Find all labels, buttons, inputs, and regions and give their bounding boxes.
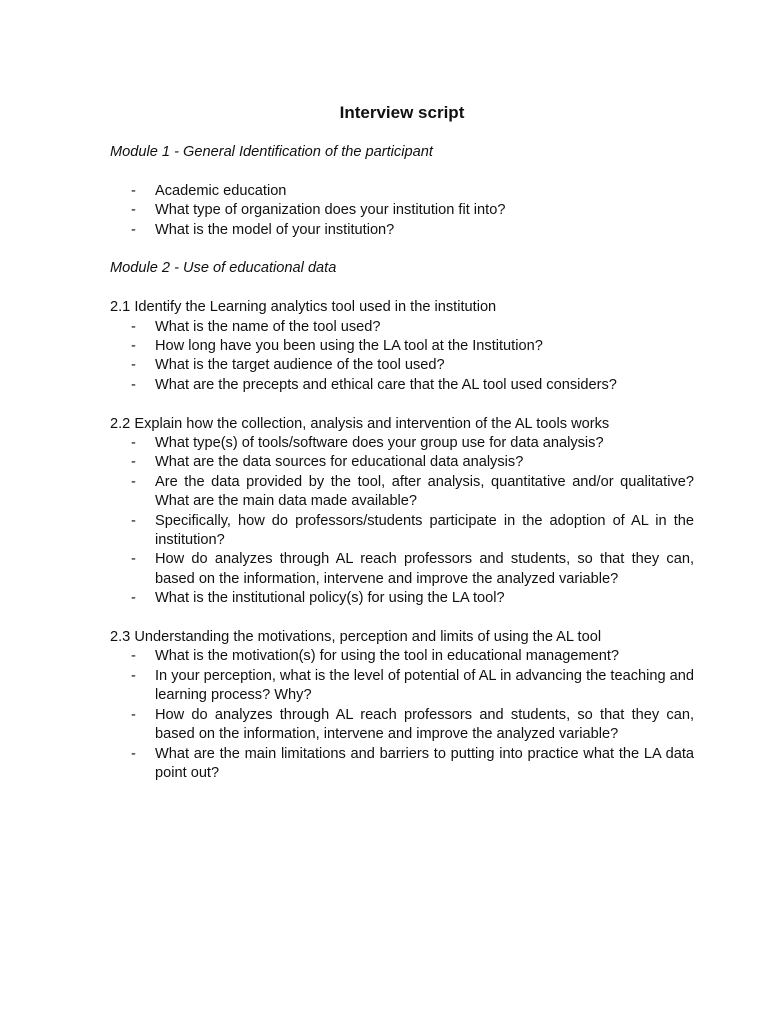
document-title: Interview script [339, 103, 465, 122]
list-item: - Academic education [110, 182, 694, 201]
section-2-2-question-list [110, 434, 694, 609]
module-1-heading: Module 1 - General Identification of the participant [110, 144, 433, 160]
list-item: - What is the name of the tool used? [110, 318, 694, 337]
list-item: - What type(s) of tools/software does your group use for data analysis? [110, 434, 694, 453]
section-2-2-heading: 2.2 Explain how the collection, analysis and intervention of the AL tools works [110, 415, 610, 432]
module-2-heading: Module 2 - Use of educational data [110, 260, 337, 277]
list-item: - In your perception, what is the level of potential of AL in advancing the teaching and learning process? Why? [110, 667, 694, 706]
list-item: - What are the data sources for educational data analysis? [110, 453, 694, 472]
list-item: - What is the motivation(s) for using the tool in educational management? [110, 647, 694, 666]
document-page [110, 102, 694, 803]
section-2-1-question-list [110, 318, 694, 396]
list-item: - Specifically, how do professors/students participate in the adoption of AL in the institution? [110, 512, 694, 551]
list-item: - What is the institutional policy(s) for using the LA tool? [110, 589, 694, 608]
section-2-3-heading: 2.3 Understanding the motivations, perception and limits of using the AL tool [110, 629, 602, 646]
list-item: - Are the data provided by the tool, after analysis, quantitative and/or qualitative? What are the main data made available? [110, 473, 694, 512]
list-item: - What is the model of your institution? [110, 221, 694, 240]
section-2-3-question-list [110, 647, 694, 783]
list-item: - What type of organization does your institution fit into? [110, 201, 694, 220]
list-item: - What are the precepts and ethical care that the AL tool used considers? [110, 376, 694, 395]
list-item: - What are the main limitations and barriers to putting into practice what the LA data point out? [110, 745, 694, 784]
list-item: - How do analyzes through AL reach professors and students, so that they can, based on the information, intervene and improve the analyzed variable? [110, 706, 694, 745]
module-1-question-list [110, 182, 694, 240]
list-item: - How do analyzes through AL reach professors and students, so that they can, based on the information, intervene and improve the analyzed variable? [110, 550, 694, 589]
list-item: - How long have you been using the LA tool at the Institution? [110, 337, 694, 356]
section-2-1-heading: 2.1 Identify the Learning analytics tool used in the institution [110, 299, 497, 316]
list-item: - What is the target audience of the tool used? [110, 356, 694, 375]
